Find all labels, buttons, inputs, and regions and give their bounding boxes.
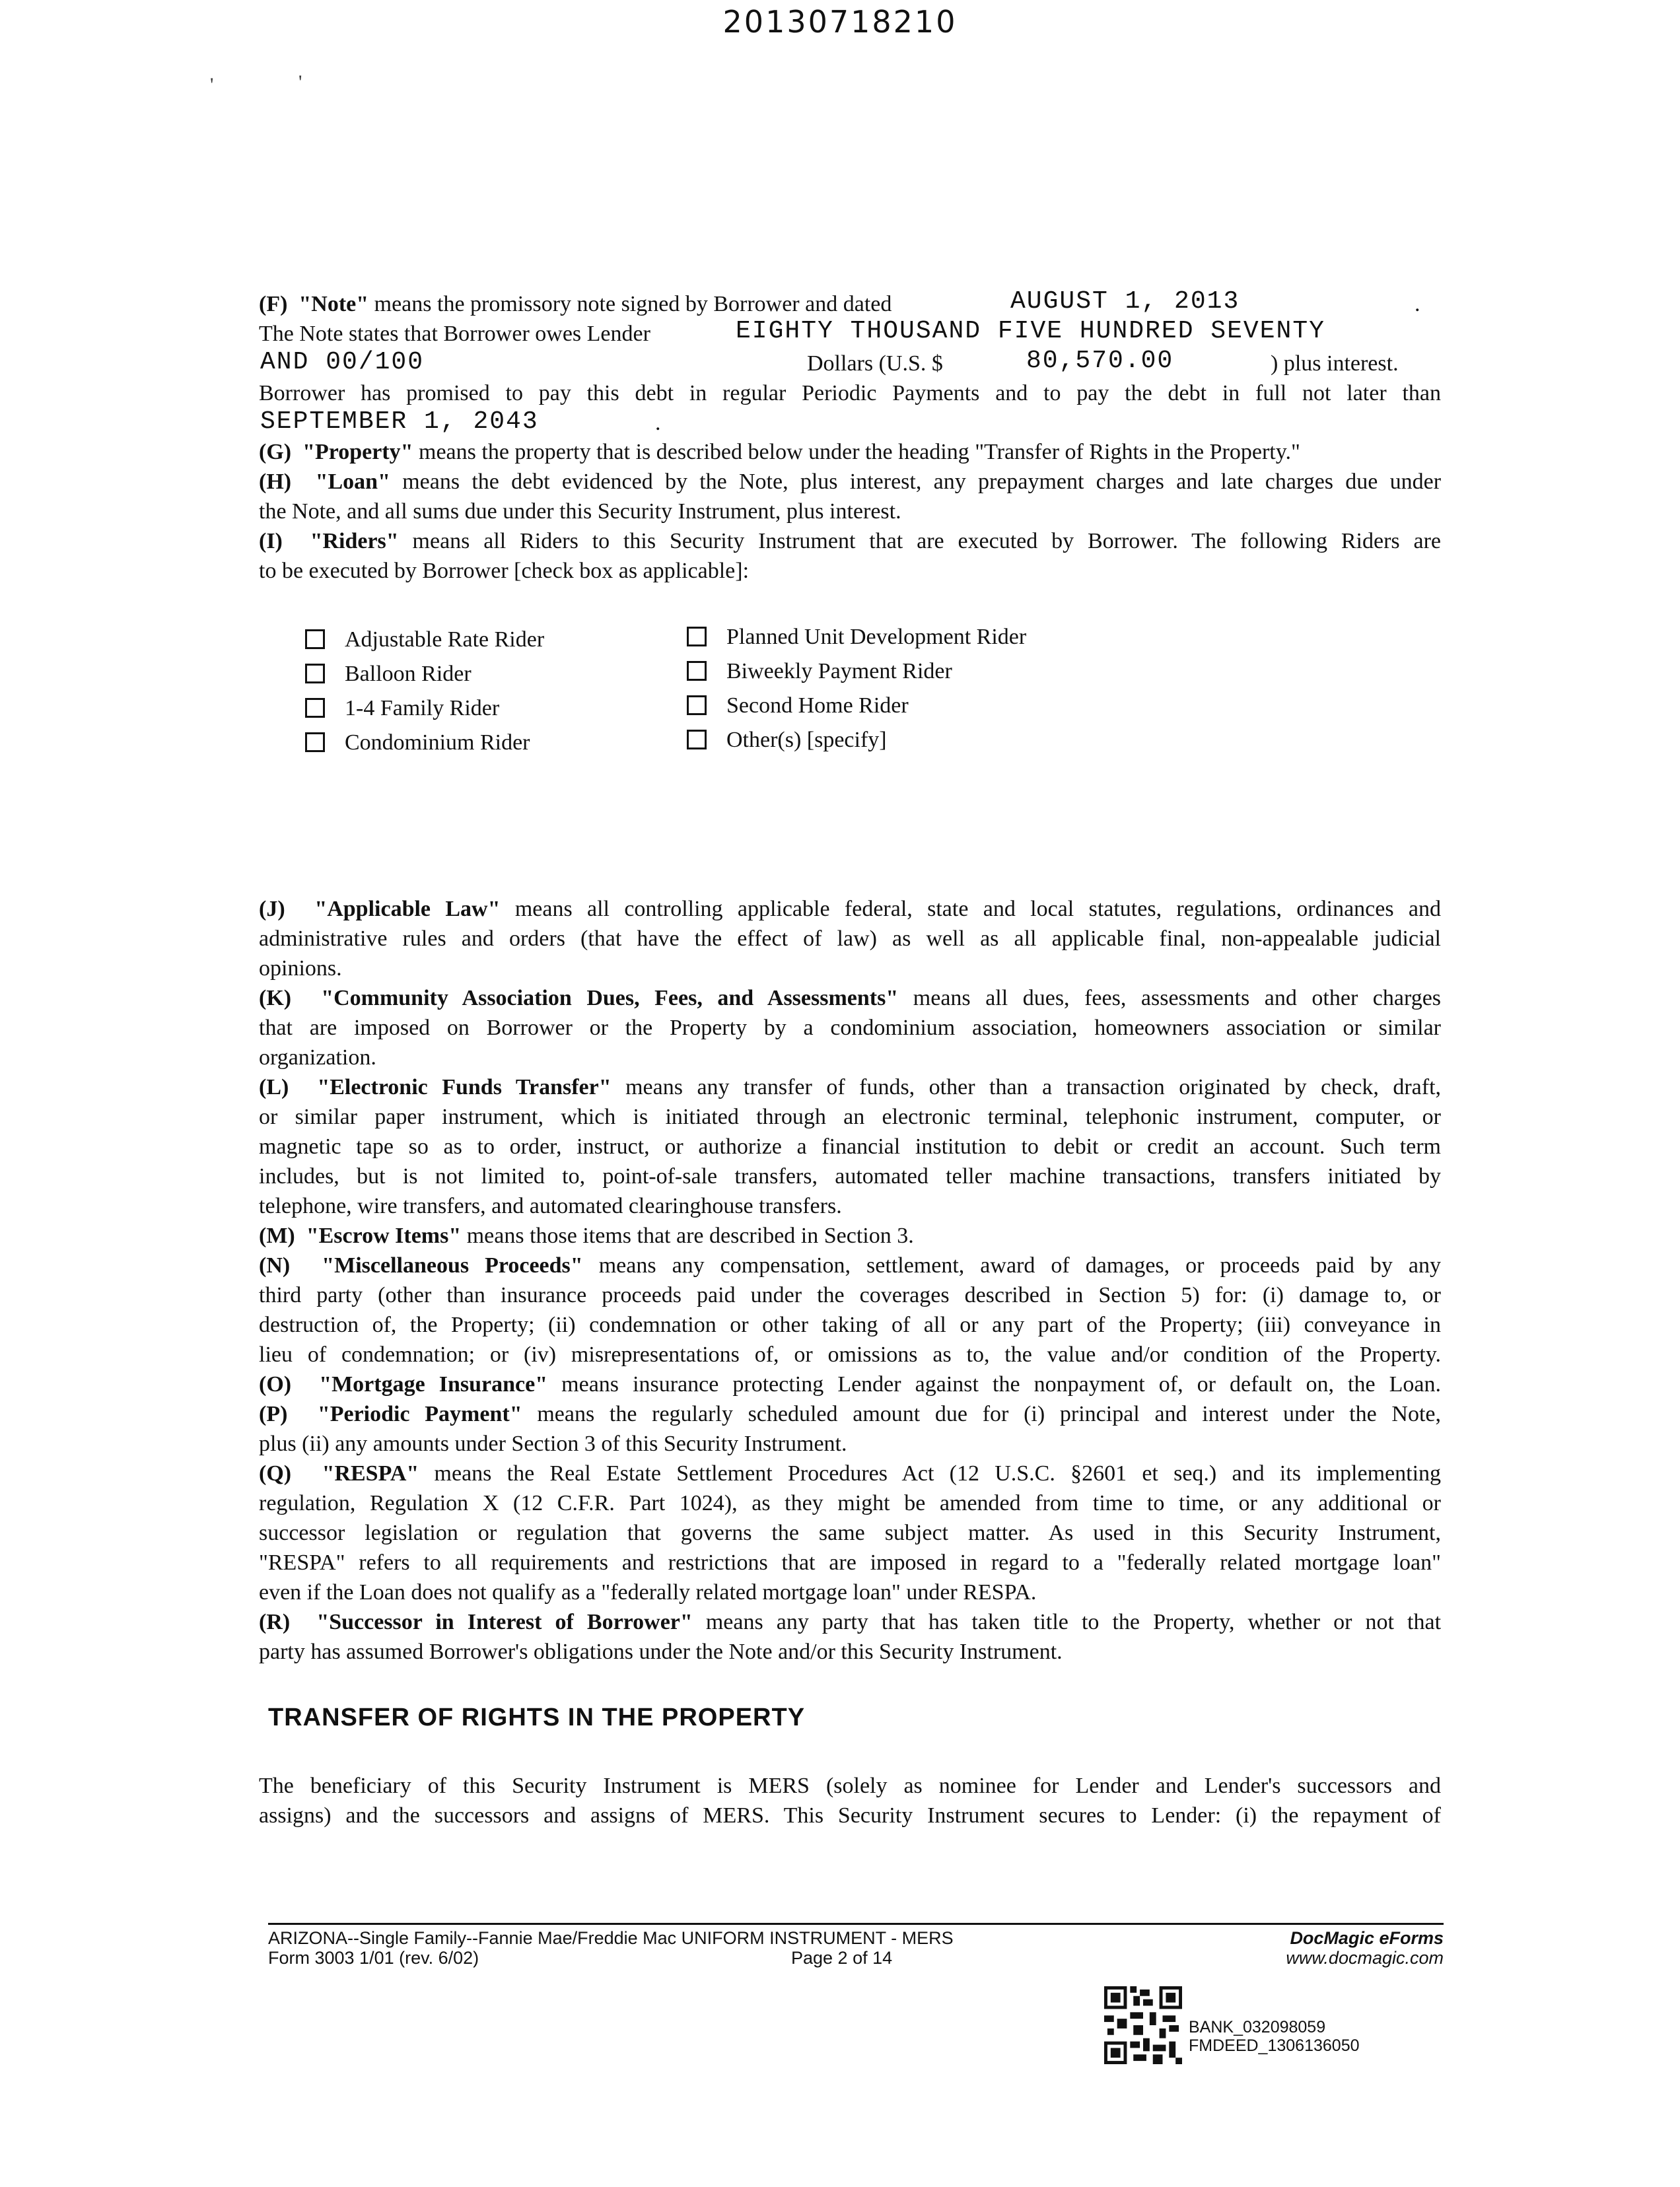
- brand-website: www.docmagic.com: [1286, 1948, 1444, 1968]
- checkbox[interactable]: [687, 695, 707, 715]
- def-letter: (K): [259, 986, 292, 1010]
- definition-g: [259, 437, 1441, 467]
- definition-m: [259, 1221, 1441, 1251]
- rider-item[interactable]: [687, 693, 909, 718]
- rider-item[interactable]: [305, 696, 499, 721]
- def-letter: (H): [259, 469, 292, 494]
- def-text: means the promissory note signed by Borrower and dated: [374, 292, 892, 316]
- checkbox[interactable]: [687, 730, 707, 749]
- footer-form-number: Form 3003 1/01 (rev. 6/02): [268, 1948, 479, 1968]
- def-text: means insurance protecting Lender against the nonpayment of, or default on, the Loan.: [561, 1372, 1441, 1397]
- def-text: means all controlling applicable federal, state and local statutes, regulations, ordinances and: [514, 897, 1442, 921]
- rider-label: Second Home Rider: [726, 693, 909, 718]
- def-term: "Escrow Items": [306, 1224, 462, 1248]
- def-term: "Electronic Funds Transfer": [317, 1075, 612, 1099]
- definitions-j-r: [259, 894, 1441, 1667]
- def-text: "RESPA" refers to all requirements and restrictions that are imposed in regard to a "federally related mortgage loan": [259, 1550, 1441, 1575]
- bank-id: BANK_032098059: [1189, 2018, 1326, 2036]
- rider-label: 1-4 Family Rider: [345, 696, 500, 720]
- def-term: "Community Association Dues, Fees, and Assessments": [321, 986, 899, 1010]
- def-letter: (G): [259, 440, 292, 464]
- footer-form-line: ARIZONA--Single Family--Fannie Mae/Freddie Mac UNIFORM INSTRUMENT - MERS: [268, 1928, 954, 1948]
- def-text: regulation, Regulation X (12 C.F.R. Part 1024), as they might be amended from time to time, or any additional or: [259, 1491, 1441, 1515]
- note-date-field: AUGUST 1, 2013: [1010, 287, 1240, 316]
- transfer-text: The beneficiary of this Security Instrument is MERS (solely as nominee for Lender and Lender's successors and: [259, 1774, 1441, 1798]
- def-text: even if the Loan does not qualify as a "federally related mortgage loan" under RESPA.: [259, 1580, 1037, 1605]
- def-letter: (P): [259, 1402, 288, 1426]
- def-term: "Miscellaneous Proceeds": [322, 1253, 583, 1278]
- amount-words-field: EIGHTY THOUSAND FIVE HUNDRED SEVENTY: [736, 317, 1325, 345]
- def-text: The Note states that Borrower owes Lender: [259, 322, 650, 346]
- def-text: means those items that are described in Section 3.: [466, 1224, 914, 1248]
- definition-j: [259, 894, 1441, 924]
- def-letter: (J): [259, 897, 285, 921]
- definition-q: [259, 1459, 1441, 1488]
- def-letter: (Q): [259, 1461, 292, 1486]
- scan-mark-right: ': [298, 71, 302, 93]
- def-term: "Riders": [310, 529, 399, 553]
- amount-line: [259, 349, 1441, 378]
- brand-logo: DocMagic eForms: [1290, 1928, 1444, 1948]
- transfer-paragraph: [259, 1771, 1441, 1830]
- def-text: plus (ii) any amounts under Section 3 of this Security Instrument.: [259, 1432, 847, 1456]
- def-text: means all dues, fees, assessments and other charges: [913, 986, 1442, 1010]
- def-text: means the property that is described below under the heading "Transfer of Rights in the Property.": [419, 440, 1300, 464]
- def-letter: (M): [259, 1224, 295, 1248]
- def-term: "Property": [302, 440, 413, 464]
- definition-n: [259, 1251, 1441, 1280]
- def-text: or similar paper instrument, which is initiated through an electronic terminal, telephonic instrument, computer, or: [259, 1105, 1441, 1129]
- rider-label: Adjustable Rate Rider: [345, 627, 545, 652]
- rider-label: Balloon Rider: [345, 662, 472, 686]
- def-text: includes, but is not limited to, point-of-sale transfers, automated teller machine transactions, transfers initiated by: [259, 1164, 1441, 1189]
- footer-rule: [268, 1923, 1444, 1925]
- checkbox[interactable]: [687, 661, 707, 681]
- def-term: "Note": [298, 292, 369, 316]
- period: .: [1415, 292, 1420, 316]
- plus-interest-label: ) plus interest.: [1271, 351, 1399, 376]
- amount-words-line: [259, 319, 1441, 349]
- barcode-icon: [1104, 1986, 1182, 2064]
- definition-r: [259, 1607, 1441, 1637]
- rider-label: Planned Unit Development Rider: [726, 625, 1027, 649]
- checkbox[interactable]: [305, 664, 325, 683]
- def-text: means the Real Estate Settlement Procedures Act (12 U.S.C. §2601 et seq.) and its implementing: [434, 1461, 1442, 1486]
- def-letter: (N): [259, 1253, 291, 1278]
- deed-id: FMDEED_1306136050: [1189, 2036, 1360, 2055]
- maturity-line: [259, 408, 1441, 438]
- rider-item[interactable]: [687, 659, 952, 684]
- page-number: Page 2 of 14: [791, 1948, 893, 1968]
- checkbox[interactable]: [687, 627, 707, 646]
- def-text: means any transfer of funds, other than a transaction originated by check, draft,: [625, 1075, 1442, 1099]
- def-term: "Periodic Payment": [317, 1402, 522, 1426]
- def-text: third party (other than insurance proceeds paid under the coverages described in Section 5) for: (i) damage to, or: [259, 1283, 1441, 1307]
- def-text: Borrower has promised to pay this debt in regular Periodic Payments and to pay the debt in full not later than: [259, 381, 1441, 405]
- definition-i: [259, 526, 1441, 556]
- def-letter: (F): [259, 292, 288, 316]
- def-term: "Mortgage Insurance": [319, 1372, 548, 1397]
- def-term: "Applicable Law": [314, 897, 501, 921]
- rider-item[interactable]: [687, 625, 1026, 650]
- note-date-line: [259, 289, 1441, 319]
- rider-item[interactable]: [305, 730, 530, 755]
- def-letter: (O): [259, 1372, 292, 1397]
- definition-f: [259, 289, 1441, 438]
- def-text: to be executed by Borrower [check box as applicable]:: [259, 559, 750, 583]
- rider-item[interactable]: [305, 627, 544, 652]
- def-text: the Note, and all sums due under this Security Instrument, plus interest.: [259, 499, 901, 524]
- scan-mark-left: ': [210, 74, 214, 96]
- checkbox[interactable]: [305, 732, 325, 752]
- definition-k: [259, 983, 1441, 1013]
- def-letter: (L): [259, 1075, 289, 1099]
- recording-number: 20130718210: [722, 4, 958, 40]
- def-term: "Loan": [315, 469, 390, 494]
- def-text: organization.: [259, 1045, 376, 1070]
- def-letter: (R): [259, 1610, 291, 1634]
- section-heading: TRANSFER OF RIGHTS IN THE PROPERTY: [268, 1704, 806, 1731]
- rider-label: Biweekly Payment Rider: [726, 659, 952, 683]
- def-text: opinions.: [259, 956, 342, 981]
- checkbox[interactable]: [305, 698, 325, 718]
- def-text: destruction of, the Property; (ii) condemnation or other taking of all or any part of the Property; (iii) conveyance in: [259, 1313, 1441, 1337]
- rider-item[interactable]: [305, 662, 472, 687]
- definition-p: [259, 1399, 1441, 1429]
- amount-field: 80,570.00: [1026, 347, 1174, 375]
- def-text: means any party that has taken title to the Property, whether or not that: [705, 1610, 1442, 1634]
- dollars-label: Dollars (U.S. $: [807, 351, 943, 376]
- amount-words-field-2: AND 00/100: [260, 348, 425, 376]
- def-text: means any compensation, settlement, award of damages, or proceeds paid by any: [598, 1253, 1442, 1278]
- rider-label: Condominium Rider: [345, 730, 530, 755]
- def-text: lieu of condemnation; or (iv) misrepresentations of, or omissions as to, the value and/or condition of the Property.: [259, 1342, 1441, 1367]
- period: .: [655, 411, 661, 435]
- def-text: means the regularly scheduled amount due for (i) principal and interest under the Note,: [537, 1402, 1442, 1426]
- definition-l: [259, 1072, 1441, 1102]
- def-text: successor legislation or regulation that governs the same subject matter. As used in this Security Instrument,: [259, 1521, 1441, 1545]
- rider-label: Other(s) [specify]: [726, 728, 887, 752]
- def-text: magnetic tape so as to order, instruct, or authorize a financial institution to debit or credit an account. Such term: [259, 1134, 1441, 1159]
- def-text: administrative rules and orders (that have the effect of law) as well as all applicable final, non-appealable judicial: [259, 926, 1441, 951]
- def-text: that are imposed on Borrower or the Property by a condominium association, homeowners association or similar: [259, 1016, 1441, 1040]
- def-text: party has assumed Borrower's obligations under the Note and/or this Security Instrument.: [259, 1640, 1063, 1664]
- definitions-g-i: [259, 437, 1441, 586]
- def-text: means the debt evidenced by the Note, plus interest, any prepayment charges and late charges due under: [402, 469, 1442, 494]
- def-text: means all Riders to this Security Instrument that are executed by Borrower. The following Riders are: [412, 529, 1442, 553]
- def-term: "Successor in Interest of Borrower": [316, 1610, 693, 1634]
- definition-h: [259, 467, 1441, 497]
- definition-o: [259, 1370, 1441, 1399]
- checkbox[interactable]: [305, 629, 325, 649]
- def-text: telephone, wire transfers, and automated clearinghouse transfers.: [259, 1194, 842, 1218]
- def-letter: (I): [259, 529, 283, 553]
- rider-item[interactable]: [687, 728, 887, 753]
- def-term: "RESPA": [322, 1461, 419, 1486]
- transfer-text: assigns) and the successors and assigns of MERS. This Security Instrument secures to Lender: (i) the repayment of: [259, 1803, 1441, 1828]
- maturity-date-field: SEPTEMBER 1, 2043: [260, 407, 539, 436]
